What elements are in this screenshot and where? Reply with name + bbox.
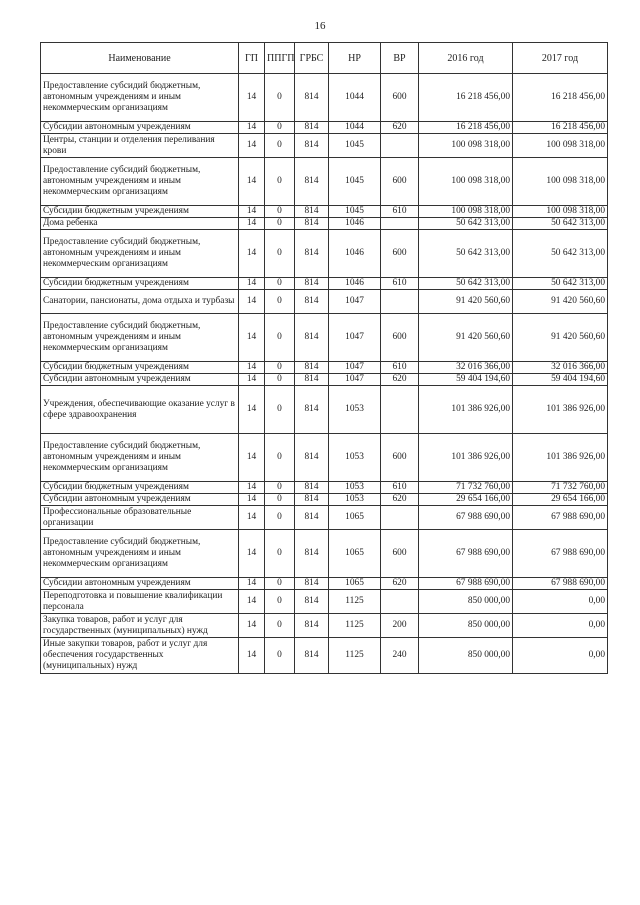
cell-grbs: 814 [295,74,329,122]
cell-name: Субсидии бюджетным учреждениям [41,362,239,374]
header-grbs: ГРБС [295,43,329,74]
cell-gp: 14 [239,206,265,218]
cell-2016: 100 098 318,00 [419,206,513,218]
cell-gp: 14 [239,74,265,122]
table-body [41,74,608,674]
table-row [41,494,608,506]
cell-name: Предоставление субсидий бюджетным, автономным учреждениям и иным некоммерческим организациям [41,158,239,206]
table-row [41,134,608,158]
cell-gp: 14 [239,158,265,206]
table-row [41,362,608,374]
table-row [41,530,608,578]
cell-vr [381,386,419,434]
cell-vr: 600 [381,314,419,362]
cell-pgp: 0 [265,230,295,278]
cell-gp: 14 [239,386,265,434]
table-row [41,578,608,590]
cell-vr: 600 [381,158,419,206]
cell-pgp: 0 [265,530,295,578]
cell-2016: 91 420 560,60 [419,290,513,314]
cell-2017: 91 420 560,60 [513,290,608,314]
cell-name: Субсидии бюджетным учреждениям [41,206,239,218]
cell-2016: 67 988 690,00 [419,530,513,578]
cell-nr: 1125 [329,614,381,638]
cell-2017: 0,00 [513,614,608,638]
table-row [41,638,608,674]
table-row [41,386,608,434]
cell-2017: 67 988 690,00 [513,530,608,578]
cell-vr: 610 [381,206,419,218]
cell-pgp: 0 [265,74,295,122]
cell-gp: 14 [239,638,265,674]
cell-pgp: 0 [265,386,295,434]
cell-2016: 67 988 690,00 [419,506,513,530]
table-row [41,314,608,362]
cell-grbs: 814 [295,134,329,158]
cell-name: Субсидии автономным учреждениям [41,578,239,590]
table-row [41,290,608,314]
cell-nr: 1047 [329,290,381,314]
header-name: Наименование [41,43,239,74]
cell-grbs: 814 [295,638,329,674]
table-header-row [41,43,608,74]
cell-nr: 1046 [329,218,381,230]
cell-nr: 1125 [329,638,381,674]
table-row [41,506,608,530]
cell-gp: 14 [239,434,265,482]
cell-grbs: 814 [295,386,329,434]
cell-vr: 620 [381,374,419,386]
cell-2017: 50 642 313,00 [513,218,608,230]
cell-vr [381,134,419,158]
cell-nr: 1045 [329,134,381,158]
cell-nr: 1047 [329,362,381,374]
cell-2016: 67 988 690,00 [419,578,513,590]
cell-2016: 100 098 318,00 [419,134,513,158]
cell-name: Профессиональные образовательные организации [41,506,239,530]
cell-2016: 29 654 166,00 [419,494,513,506]
cell-name: Субсидии автономным учреждениям [41,494,239,506]
cell-grbs: 814 [295,374,329,386]
cell-vr: 620 [381,494,419,506]
cell-2016: 50 642 313,00 [419,230,513,278]
cell-2017: 71 732 760,00 [513,482,608,494]
cell-2016: 16 218 456,00 [419,74,513,122]
cell-pgp: 0 [265,158,295,206]
cell-nr: 1045 [329,206,381,218]
cell-pgp: 0 [265,482,295,494]
cell-gp: 14 [239,494,265,506]
cell-name: Предоставление субсидий бюджетным, автономным учреждениям и иным некоммерческим организациям [41,530,239,578]
cell-pgp: 0 [265,374,295,386]
cell-name: Предоставление субсидий бюджетным, автономным учреждениям и иным некоммерческим организациям [41,434,239,482]
cell-2017: 91 420 560,60 [513,314,608,362]
cell-vr: 610 [381,482,419,494]
cell-name: Дома ребенка [41,218,239,230]
cell-name: Санатории, пансионаты, дома отдыха и турбазы [41,290,239,314]
cell-pgp: 0 [265,434,295,482]
cell-pgp: 0 [265,122,295,134]
cell-name: Иные закупки товаров, работ и услуг для обеспечения государственных (муниципальных) нужд [41,638,239,674]
cell-grbs: 814 [295,506,329,530]
cell-vr [381,290,419,314]
cell-grbs: 814 [295,578,329,590]
cell-grbs: 814 [295,590,329,614]
cell-vr: 600 [381,230,419,278]
cell-name: Предоставление субсидий бюджетным, автономным учреждениям и иным некоммерческим организациям [41,74,239,122]
cell-2016: 850 000,00 [419,638,513,674]
cell-grbs: 814 [295,158,329,206]
cell-nr: 1044 [329,74,381,122]
cell-nr: 1046 [329,230,381,278]
cell-grbs: 814 [295,218,329,230]
cell-pgp: 0 [265,614,295,638]
cell-2017: 50 642 313,00 [513,230,608,278]
cell-gp: 14 [239,590,265,614]
cell-vr: 600 [381,74,419,122]
cell-2017: 101 386 926,00 [513,386,608,434]
table-row [41,230,608,278]
cell-grbs: 814 [295,482,329,494]
cell-2017: 50 642 313,00 [513,278,608,290]
cell-nr: 1065 [329,530,381,578]
cell-vr [381,218,419,230]
table-row [41,374,608,386]
cell-name: Субсидии бюджетным учреждениям [41,278,239,290]
cell-2017: 16 218 456,00 [513,74,608,122]
cell-grbs: 814 [295,290,329,314]
cell-2016: 850 000,00 [419,614,513,638]
table-row [41,590,608,614]
cell-2016: 850 000,00 [419,590,513,614]
cell-2017: 100 098 318,00 [513,134,608,158]
cell-pgp: 0 [265,638,295,674]
cell-pgp: 0 [265,494,295,506]
cell-pgp: 0 [265,362,295,374]
table-row [41,614,608,638]
cell-gp: 14 [239,278,265,290]
cell-gp: 14 [239,578,265,590]
cell-pgp: 0 [265,278,295,290]
cell-grbs: 814 [295,614,329,638]
cell-nr: 1045 [329,158,381,206]
cell-2017: 67 988 690,00 [513,578,608,590]
cell-2016: 32 016 366,00 [419,362,513,374]
cell-name: Субсидии автономным учреждениям [41,374,239,386]
cell-nr: 1053 [329,434,381,482]
cell-2016: 50 642 313,00 [419,278,513,290]
cell-2017: 67 988 690,00 [513,506,608,530]
cell-nr: 1065 [329,506,381,530]
cell-grbs: 814 [295,206,329,218]
cell-grbs: 814 [295,314,329,362]
page-number: 16 [314,20,326,32]
cell-2016: 16 218 456,00 [419,122,513,134]
cell-vr: 600 [381,434,419,482]
cell-gp: 14 [239,314,265,362]
cell-nr: 1125 [329,590,381,614]
cell-grbs: 814 [295,362,329,374]
cell-gp: 14 [239,362,265,374]
cell-pgp: 0 [265,218,295,230]
cell-nr: 1047 [329,314,381,362]
cell-vr: 610 [381,278,419,290]
cell-vr: 610 [381,362,419,374]
cell-name: Центры, станции и отделения переливания крови [41,134,239,158]
cell-vr: 620 [381,122,419,134]
cell-nr: 1053 [329,494,381,506]
header-nr: НР [329,43,381,74]
cell-gp: 14 [239,230,265,278]
cell-nr: 1053 [329,386,381,434]
cell-gp: 14 [239,614,265,638]
cell-2017: 29 654 166,00 [513,494,608,506]
header-gp: ГП [239,43,265,74]
cell-vr: 620 [381,578,419,590]
table-row [41,74,608,122]
cell-gp: 14 [239,122,265,134]
cell-2017: 59 404 194,60 [513,374,608,386]
table-row [41,434,608,482]
cell-nr: 1053 [329,482,381,494]
cell-pgp: 0 [265,206,295,218]
cell-2017: 0,00 [513,638,608,674]
cell-grbs: 814 [295,122,329,134]
cell-pgp: 0 [265,290,295,314]
budget-table [40,42,608,674]
table-row [41,158,608,206]
cell-2017: 101 386 926,00 [513,434,608,482]
cell-name: Субсидии автономным учреждениям [41,122,239,134]
cell-vr [381,590,419,614]
cell-gp: 14 [239,530,265,578]
cell-name: Предоставление субсидий бюджетным, автономным учреждениям и иным некоммерческим организациям [41,230,239,278]
cell-nr: 1044 [329,122,381,134]
cell-grbs: 814 [295,434,329,482]
cell-gp: 14 [239,218,265,230]
cell-2017: 32 016 366,00 [513,362,608,374]
cell-name: Субсидии бюджетным учреждениям [41,482,239,494]
cell-2016: 71 732 760,00 [419,482,513,494]
table-row [41,218,608,230]
header-2016: 2016 год [419,43,513,74]
cell-gp: 14 [239,482,265,494]
cell-vr: 240 [381,638,419,674]
cell-grbs: 814 [295,530,329,578]
cell-2017: 100 098 318,00 [513,158,608,206]
table-row [41,122,608,134]
cell-gp: 14 [239,506,265,530]
cell-2017: 0,00 [513,590,608,614]
cell-nr: 1047 [329,374,381,386]
cell-grbs: 814 [295,278,329,290]
cell-2017: 16 218 456,00 [513,122,608,134]
header-vr: ВР [381,43,419,74]
cell-grbs: 814 [295,230,329,278]
table-row [41,278,608,290]
cell-gp: 14 [239,134,265,158]
cell-nr: 1046 [329,278,381,290]
cell-2016: 101 386 926,00 [419,386,513,434]
cell-2016: 101 386 926,00 [419,434,513,482]
header-2017: 2017 год [513,43,608,74]
cell-vr: 600 [381,530,419,578]
cell-name: Предоставление субсидий бюджетным, автономным учреждениям и иным некоммерческим организациям [41,314,239,362]
cell-pgp: 0 [265,578,295,590]
cell-2016: 100 098 318,00 [419,158,513,206]
cell-pgp: 0 [265,314,295,362]
cell-gp: 14 [239,374,265,386]
cell-nr: 1065 [329,578,381,590]
table-row [41,206,608,218]
cell-2016: 59 404 194,60 [419,374,513,386]
cell-pgp: 0 [265,590,295,614]
cell-pgp: 0 [265,506,295,530]
cell-vr [381,506,419,530]
cell-vr: 200 [381,614,419,638]
cell-2017: 100 098 318,00 [513,206,608,218]
cell-name: Закупка товаров, работ и услуг для государственных (муниципальных) нужд [41,614,239,638]
cell-name: Учреждения, обеспечивающие оказание услуг в сфере здравоохранения [41,386,239,434]
table-row [41,482,608,494]
cell-gp: 14 [239,290,265,314]
cell-grbs: 814 [295,494,329,506]
header-pgp: ППГП [265,43,295,74]
cell-pgp: 0 [265,134,295,158]
cell-2016: 50 642 313,00 [419,218,513,230]
cell-2016: 91 420 560,60 [419,314,513,362]
cell-name: Переподготовка и повышение квалификации персонала [41,590,239,614]
